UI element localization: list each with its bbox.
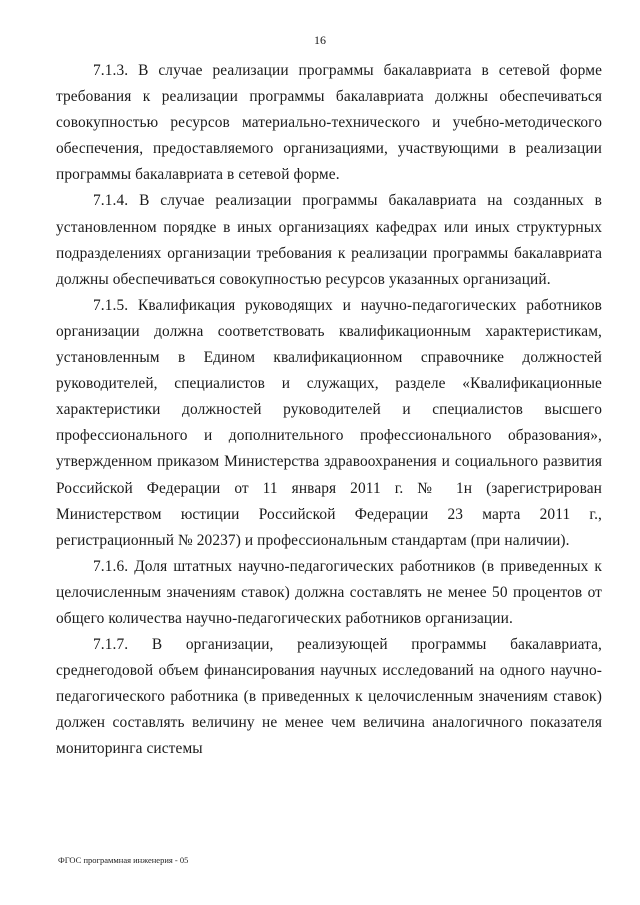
page-number: 16	[314, 33, 326, 47]
page-footer: ФГОС программная инженерия - 05	[58, 855, 189, 865]
paragraph-7-1-5: 7.1.5. Квалификация руководящих и научно-педагогических работников организации должна соответствовать квалификационным характеристикам, установленным в Едином квалификационном справочнике должностей руководителей, специалистов и служащих, разделе «Квалификационные характеристики должностей руководителей и специалистов высшего профессионального и дополнительного профессионального образования», утвержденном приказом Министерства здравоохранения и социального развития Российской Федерации от 11 января 2011 г. № 1н (зарегистрирован Министерством юстиции Российской Федерации 23 марта 2011 г., регистрационный № 20237) и профессиональным стандартам (при наличии).	[56, 296, 602, 549]
paragraph-7-1-7: 7.1.7. В организации, реализующей программы бакалавриата, среднегодовой объем финансирования научных исследований на одного научно-педагогического работника (в приведенных к целочисленным значениям ставок) должен составлять величину не менее чем величина аналогичного показателя мониторинга системы	[56, 636, 602, 758]
paragraph-7-1-6: 7.1.6. Доля штатных научно-педагогических работников (в приведенных к целочисленным значениям ставок) должна составлять не менее 50 процентов от общего количества научно-педагогических работников организации.	[56, 557, 602, 627]
paragraph-7-1-3: 7.1.3. В случае реализации программы бакалавриата в сетевой форме требования к реализации программы бакалавриата должны обеспечиваться совокупностью ресурсов материально-технического и учебно-методического обеспечения, предоставляемого организациями, участвующими в реализации программы бакалавриата в сетевой форме.	[56, 62, 602, 184]
document-body	[56, 58, 602, 763]
paragraph-7-1-4: 7.1.4. В случае реализации программы бакалавриата на созданных в установленном порядке в иных организациях кафедрах или иных структурных подразделениях организации требования к реализации программы бакалавриата должны обеспечиваться совокупностью ресурсов указанных организаций.	[56, 192, 602, 288]
